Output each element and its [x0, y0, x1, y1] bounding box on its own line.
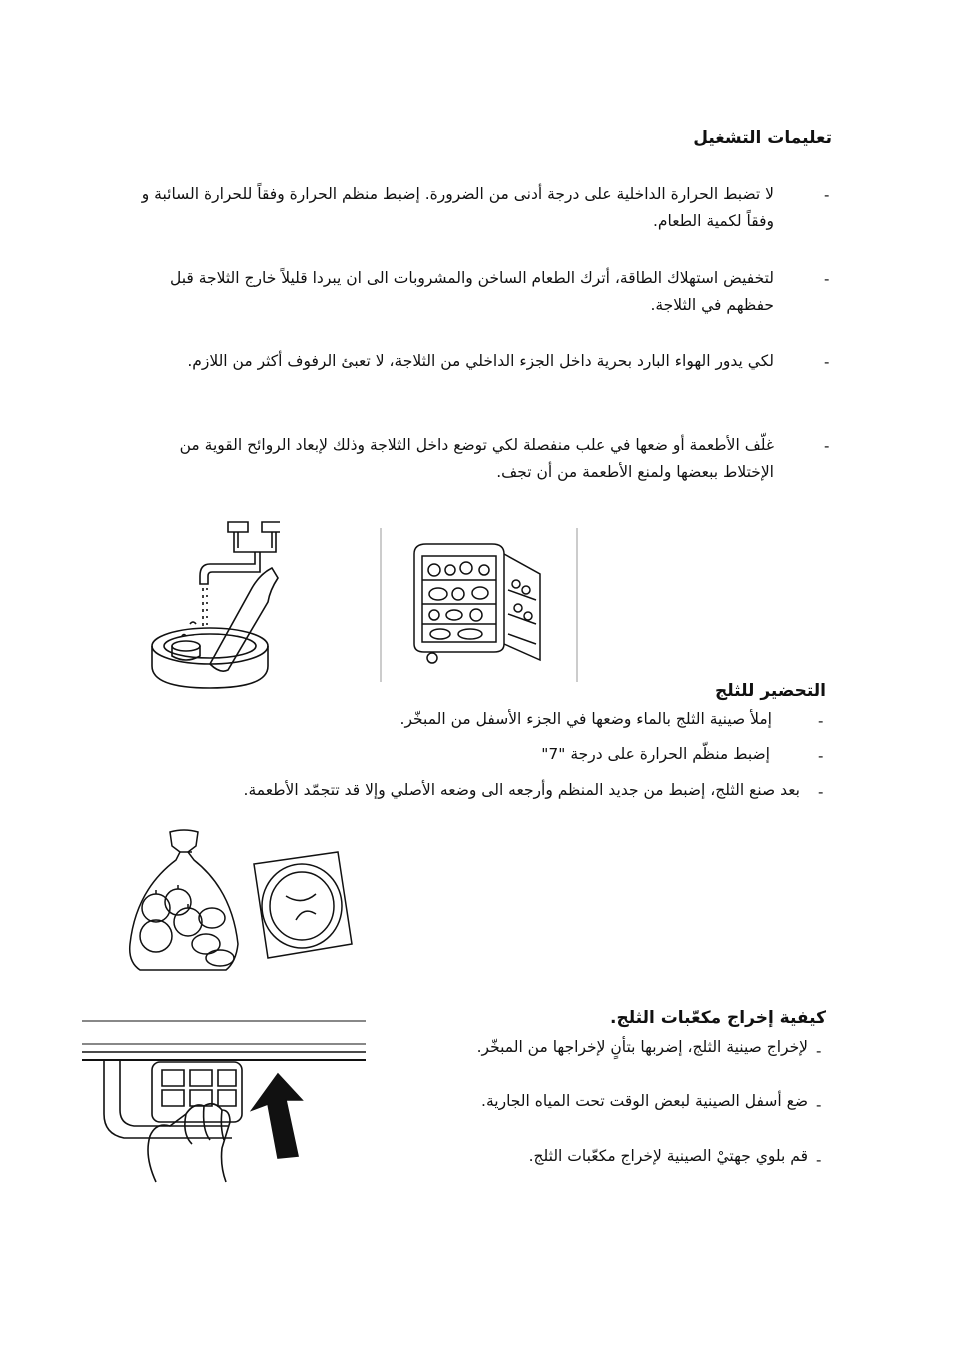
- section3-item-1: لإخراج صينية الثلج، إضربها بتأنٍ لإخراجها من المبخّر.: [476, 1038, 808, 1056]
- sink-bottle-icon: [150, 518, 280, 696]
- section1-item-3: لكي يدور الهواء البارد بحرية داخل الجزء الداخلي من الثلاجة، لا تعبئ الرفوف أكثر من اللازم.: [187, 352, 774, 370]
- section1-title: تعليمات التشغيل: [693, 128, 832, 148]
- section1-item-2: لتخفيض استهلاك الطاقة، أترك الطعام الساخن والمشروبات الى ان يبردا قليلاً خارج الثلاجة قبل حفظهم في الثلاجة.: [169, 269, 774, 314]
- open-fridge-icon: [404, 540, 548, 666]
- bagged-food-icon: [126, 826, 356, 978]
- bullet-dash: -: [824, 186, 830, 204]
- section2-item-2: إضبط منظّم الحرارة على درجة "7": [541, 745, 770, 763]
- section3-item-3: قم بلوي جهتيْ الصينية لإخراج مكعّبات الثلج.: [528, 1147, 808, 1165]
- bullet-dash: -: [818, 747, 824, 765]
- section2-item-3: بعد صنع الثلج، إضبط من جديد المنظم وأرجعه الى وضعه الأصلي وإلا قد تتجمّد الأطعمة.: [243, 781, 800, 799]
- section3-title: كيفية إخراج مكعّبات الثلج.: [609, 1008, 826, 1028]
- section2-item-1: إملأ صينية الثلج بالماء وضعها في الجزء الأسفل من المبخّر.: [399, 710, 772, 728]
- bullet-dash: -: [818, 783, 824, 801]
- bullet-dash: -: [816, 1042, 822, 1060]
- bullet-dash: -: [816, 1096, 822, 1114]
- section1-item-4: غلّف الأطعمة أو ضعها في علب منفصلة لكي توضع داخل الثلاجة وذلك لإبعاد الروائح القوية من الإختلاط ببعضها ولمنع الأطعمة من أن تجف.: [179, 436, 774, 481]
- ice-tray-hand-icon: [82, 1018, 368, 1186]
- section3-item-2: ضع أسفل الصينية لبعض الوقت تحت المياه الجارية.: [481, 1092, 808, 1110]
- bullet-dash: -: [824, 353, 830, 371]
- bullet-dash: -: [816, 1151, 822, 1169]
- section2-title: التحضير للثلج: [714, 681, 826, 701]
- bullet-dash: -: [824, 270, 830, 288]
- bullet-dash: -: [824, 437, 830, 455]
- divider-line: [380, 528, 382, 682]
- section1-item-1: لا تضبط الحرارة الداخلية على درجة أدنى من الضرورة. إضبط منظم الحرارة وفقاً للحرارة السائبة و وفقاً لكمية الطعام.: [141, 185, 774, 230]
- bullet-dash: -: [818, 712, 824, 730]
- divider-line: [576, 528, 578, 682]
